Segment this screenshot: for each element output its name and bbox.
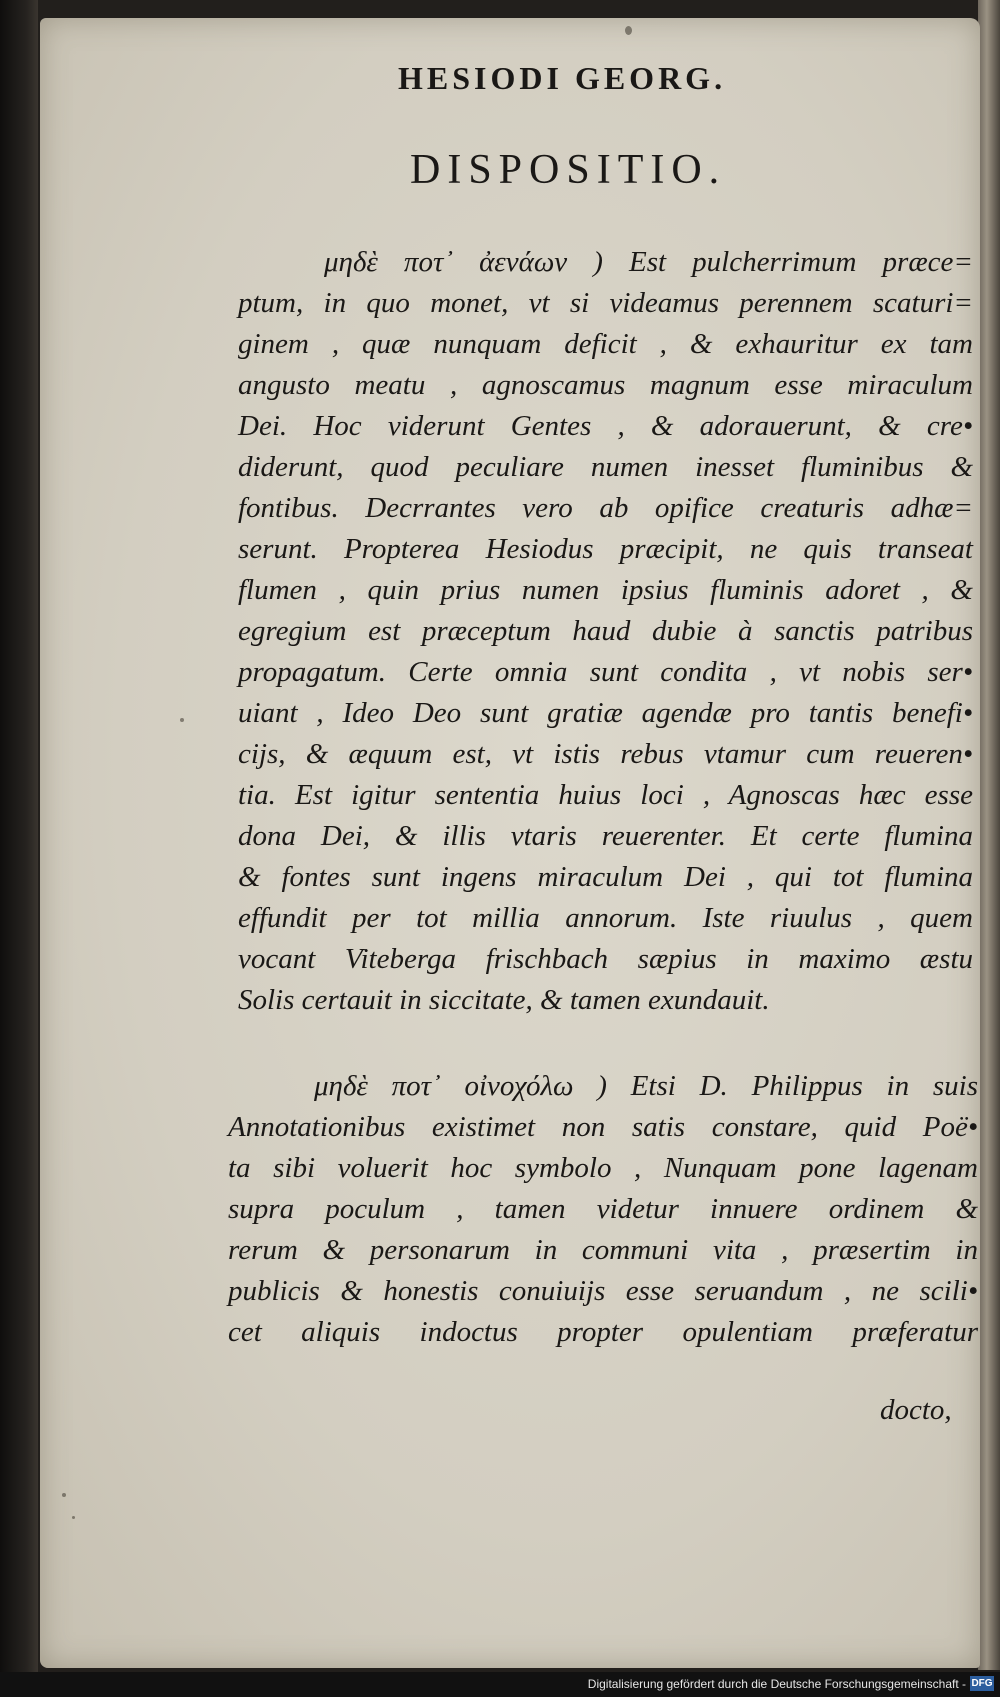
text-line: tia. Est igitur sententia huius loci , Agnoscas hæc esse xyxy=(238,779,973,811)
dfg-logo: DFG xyxy=(971,1678,993,1689)
text-line: ginem , quæ nunquam deficit , & exhauritur ex tam xyxy=(238,328,973,360)
ink-spot xyxy=(72,1516,75,1519)
text-line: flumen , quin prius numen ipsius fluminis adoret , & xyxy=(238,574,973,606)
text-line: propagatum. Certe omnia sunt condita , vt nobis ser• xyxy=(238,656,973,688)
text-line: fontibus. Decrrantes vero ab opifice creaturis adhæ= xyxy=(238,492,973,524)
text-line: Annotationibus existimet non satis constare, quid Poë• xyxy=(228,1111,978,1143)
text-line: effundit per tot millia annorum. Iste riuulus , quem xyxy=(238,902,973,934)
running-head: HESIODI GEORG. xyxy=(398,60,727,96)
text-line: Solis certauit in siccitate, & tamen exundauit. xyxy=(238,984,770,1016)
section-title: DISPOSITIO. xyxy=(410,147,727,193)
text-line: uiant , Ideo Deo sunt gratiæ agendæ pro tantis benefi• xyxy=(238,697,973,729)
commentary-paragraph xyxy=(228,1066,978,1353)
text-line: diderunt, quod peculiare numen inesset fluminibus & xyxy=(238,451,973,483)
text-line: μηδὲ ποτ᾽ ἀενάων ) Est pulcherrimum præce= xyxy=(324,246,973,278)
text-line: cijs, & æquum est, vt istis rebus vtamur cum reueren• xyxy=(238,738,973,770)
text-line: ptum, in quo monet, vt si videamus perennem scaturi= xyxy=(238,287,973,319)
book-binding-edge xyxy=(0,0,38,1697)
text-line: angusto meatu , agnoscamus magnum esse miraculum xyxy=(238,369,973,401)
text-line: μηδὲ ποτ᾽ οἰνοχόλω ) Etsi D. Philippus in suis xyxy=(314,1070,978,1102)
text-line: supra poculum , tamen videtur innuere ordinem & xyxy=(228,1193,978,1225)
catchword: docto, xyxy=(880,1394,952,1426)
text-line: & fontes sunt ingens miraculum Dei , qui tot flumina xyxy=(238,861,973,893)
commentary-paragraph xyxy=(238,242,973,1021)
text-line: serunt. Propterea Hesiodus præcipit, ne quis transeat xyxy=(238,533,973,565)
text-line: egregium est præceptum haud dubie à sanctis patribus xyxy=(238,615,973,647)
text-line: dona Dei, & illis vtaris reuerenter. Et certe flumina xyxy=(238,820,973,852)
text-line: publicis & honestis conuiuijs esse seruandum , ne scili• xyxy=(228,1275,978,1307)
text-line: cet aliquis indoctus propter opulentiam præferatur xyxy=(228,1316,978,1348)
ink-spot xyxy=(625,26,632,35)
page-stack-edge xyxy=(978,0,1000,1670)
digitization-credit: Digitalisierung gefördert durch die Deutsche Forschungsgemeinschaft - xyxy=(587,1677,966,1691)
text-line: ta sibi voluerit hoc symbolo , Nunquam pone lagenam xyxy=(228,1152,978,1184)
text-line: rerum & personarum in communi vita , præsertim in xyxy=(228,1234,978,1266)
ink-spot xyxy=(180,718,184,722)
ink-spot xyxy=(62,1493,66,1497)
text-line: Dei. Hoc viderunt Gentes , & adorauerunt, & cre• xyxy=(238,410,973,442)
text-line: vocant Viteberga frischbach sæpius in maximo æstu xyxy=(238,943,973,975)
